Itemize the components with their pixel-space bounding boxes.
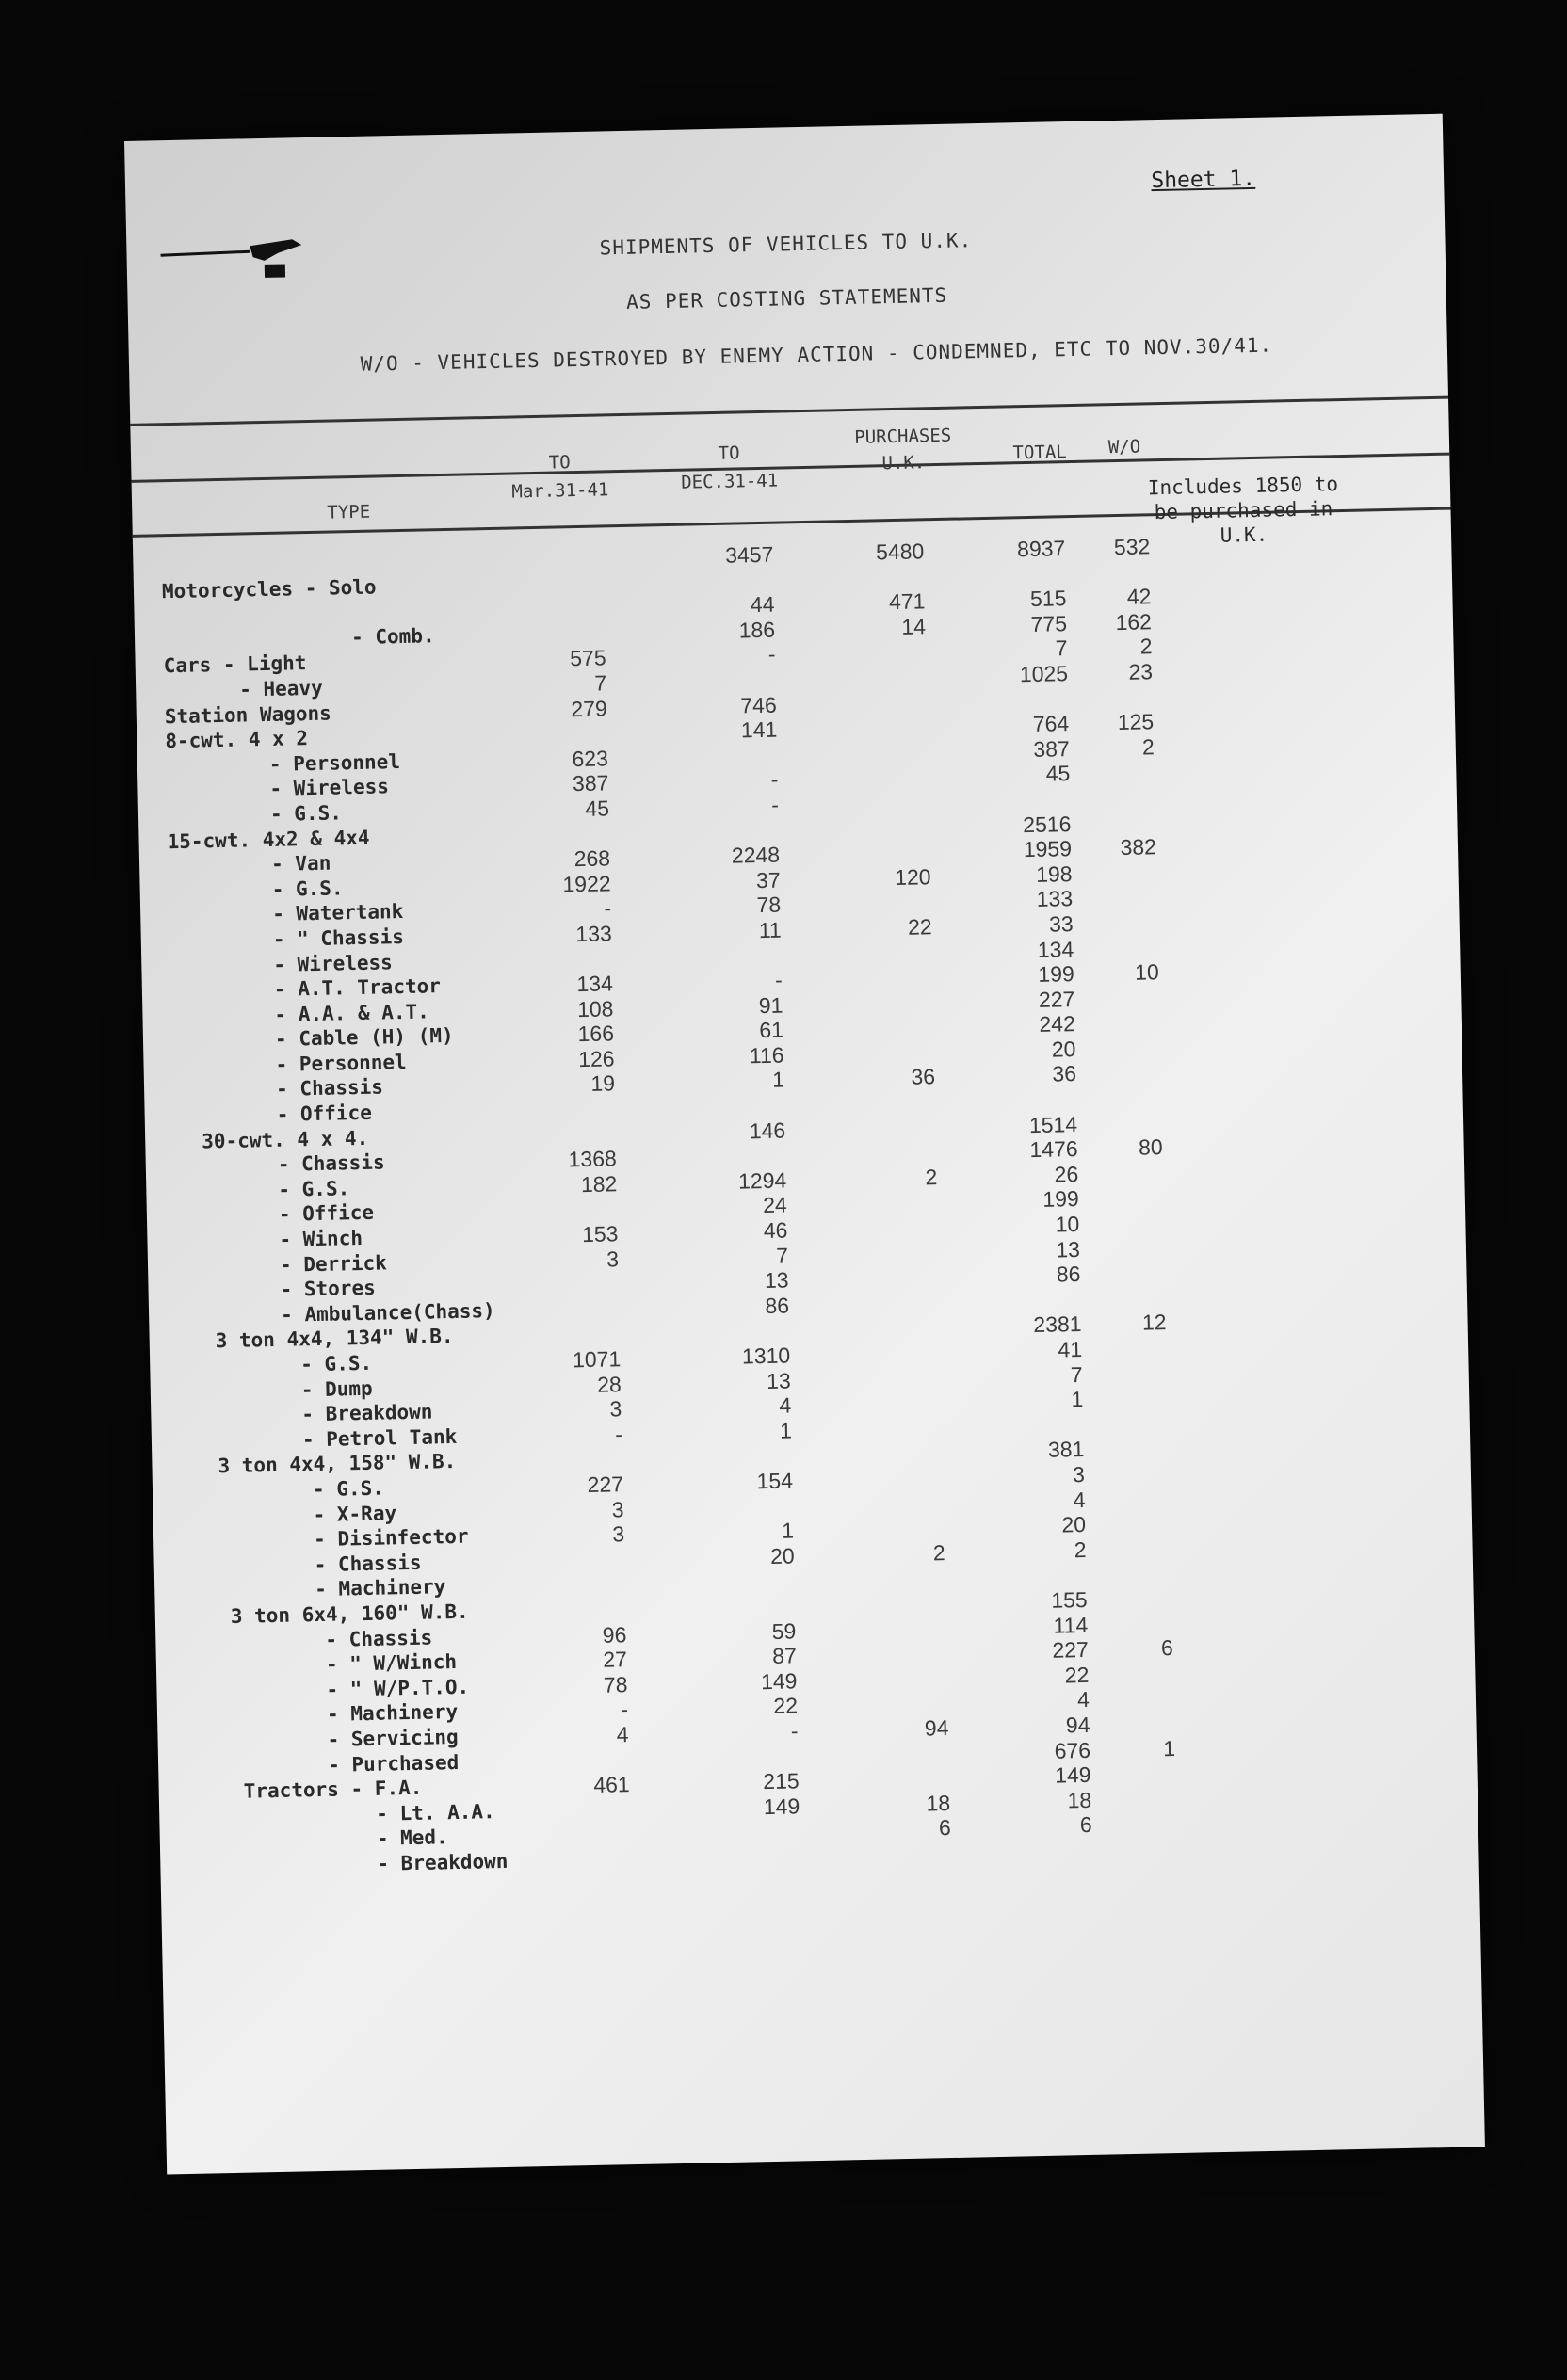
row-label: - Heavy	[238, 676, 323, 701]
title-line-1: SHIPMENTS OF VEHICLES TO U.K.	[599, 229, 973, 260]
col-purchases: U.K.	[881, 452, 926, 474]
row-label: - Lt. A.A.	[376, 1799, 495, 1825]
cell-c4: 20	[1061, 1512, 1087, 1537]
cell-c1: 4	[616, 1722, 629, 1747]
cell-c4: 10	[1055, 1212, 1080, 1237]
cell-c1: 108	[576, 996, 614, 1021]
cell-c1: 1071	[572, 1346, 622, 1373]
cell-c2: 149	[763, 1793, 800, 1819]
row-label: - Chassis	[325, 1626, 433, 1651]
row-label: 15-cwt. 4x2 & 4x4	[167, 826, 370, 853]
cell-c4: 33	[1048, 910, 1074, 937]
row-label: - Purchased	[327, 1750, 460, 1777]
row-label: - Chassis	[275, 1075, 384, 1102]
cell-c4: 41	[1058, 1336, 1083, 1362]
cell-c4: 134	[1037, 936, 1074, 962]
col-to-dec: DEC.31-41	[681, 470, 779, 493]
col-to-dec-top: TO	[718, 442, 740, 464]
cell-c2: 20	[769, 1543, 795, 1568]
cell-c1: -	[604, 895, 612, 921]
cell-c2: 37	[755, 867, 781, 892]
row-label: - Stores	[280, 1276, 376, 1302]
cell-c4: 13	[1056, 1236, 1081, 1262]
cell-c1: 3	[611, 1496, 624, 1522]
cell-c5: 2	[1141, 733, 1155, 760]
document-page	[124, 114, 1485, 2175]
row-label: - Dump	[300, 1376, 373, 1401]
cell-c4: 1514	[1028, 1111, 1078, 1137]
cell-c5: 80	[1138, 1134, 1163, 1160]
cell-c1: 575	[569, 645, 606, 671]
row-label: - Breakdown	[377, 1849, 509, 1875]
cell-c1: 153	[581, 1221, 619, 1247]
cell-c1: 166	[577, 1021, 615, 1047]
cell-c2: 149	[760, 1668, 798, 1694]
cell-c4: 6	[1079, 1812, 1092, 1838]
cell-c1: 96	[602, 1621, 627, 1648]
row-label: Motorcycles - Solo	[161, 575, 377, 603]
cell-c5: 2	[1139, 634, 1153, 659]
row-label: - Med.	[376, 1825, 448, 1851]
row-label: - Personnel	[268, 749, 401, 776]
row-label: - G.S.	[300, 1351, 373, 1376]
cell-c5: 382	[1120, 834, 1157, 860]
cell-c4: 2516	[1022, 811, 1072, 837]
row-label: - Comb.	[350, 623, 435, 649]
cell-c3: 2	[932, 1539, 945, 1566]
cell-c4: 199	[1042, 1186, 1080, 1213]
cell-c2: 215	[762, 1768, 800, 1794]
cell-c2: 1	[779, 1418, 793, 1443]
cell-c3: 2	[925, 1165, 938, 1190]
row-label: - Machinery	[315, 1575, 446, 1601]
cell-c2: 146	[749, 1118, 786, 1143]
cell-c4: 1025	[1019, 661, 1069, 687]
row-label: - Chassis	[277, 1150, 385, 1177]
cell-c2: 59	[771, 1617, 797, 1644]
cell-c1: 461	[593, 1772, 630, 1798]
cell-c4: 676	[1054, 1737, 1091, 1763]
cell-c1: 1368	[568, 1146, 618, 1172]
cell-c4: 2381	[1033, 1311, 1082, 1338]
cell-c5: 23	[1128, 659, 1154, 684]
cell-c3: 120	[894, 863, 931, 890]
row-label: - X-Ray	[313, 1501, 397, 1526]
row-label: - Breakdown	[301, 1400, 433, 1426]
row-label: 3 ton 6x4, 160" W.B.	[230, 1600, 469, 1628]
cell-c2: -	[790, 1718, 799, 1744]
cell-c1: 182	[580, 1171, 618, 1197]
row-label: - A.T. Tractor	[273, 974, 442, 1001]
row-label: - G.S.	[312, 1476, 385, 1502]
cell-c4: 2	[1074, 1536, 1087, 1562]
cell-c4: 45	[1045, 761, 1071, 786]
cell-c1: 45	[585, 796, 610, 821]
cell-c2: 746	[740, 692, 777, 717]
cell-c4: 387	[1033, 735, 1070, 762]
cell-c4: 775	[1030, 610, 1068, 636]
row-label: - Derrick	[279, 1251, 388, 1277]
cell-c2: 154	[756, 1468, 794, 1494]
row-label: - G.S.	[278, 1177, 350, 1201]
col-total: TOTAL	[1012, 442, 1067, 464]
col-purchases-top: PURCHASES	[854, 425, 952, 448]
cell-c1: -	[621, 1697, 629, 1722]
cell-c3: 6	[938, 1815, 951, 1841]
row-label: - Wireless	[273, 950, 394, 976]
cell-c1: 387	[572, 770, 609, 796]
cell-c1: 27	[603, 1647, 628, 1672]
cell-c2: 1	[771, 1068, 785, 1093]
cell-c4: 36	[1052, 1061, 1077, 1087]
cell-c1: 1922	[562, 871, 611, 897]
cell-c4: 1476	[1029, 1136, 1078, 1163]
cell-c4: 18	[1067, 1787, 1092, 1813]
row-label: Station Wagons	[164, 701, 332, 728]
row-label: - Machinery	[326, 1700, 459, 1727]
cell-c2: 116	[749, 1042, 784, 1069]
header-rule-top	[130, 396, 1448, 426]
cell-c3: 14	[901, 614, 927, 639]
cell-c4: 20	[1051, 1036, 1076, 1062]
row-label: - Wireless	[269, 775, 390, 801]
cell-c1: -	[614, 1422, 623, 1447]
row-label: - " Chassis	[272, 925, 405, 951]
cell-c1: 227	[587, 1471, 624, 1497]
cell-c1: 78	[603, 1671, 628, 1697]
row-label: Tractors - F.A.	[243, 1776, 423, 1803]
row-label: - G.S.	[271, 876, 344, 901]
cell-c4: 227	[1038, 986, 1075, 1012]
row-label: - Ambulance(Chass)	[280, 1298, 495, 1327]
row-label: - Van	[270, 851, 331, 876]
cell-c2: 1294	[737, 1167, 787, 1194]
row-label: 3 ton 4x4, 158" W.B.	[218, 1450, 457, 1478]
cell-c1: 28	[596, 1371, 622, 1397]
cell-c1: 134	[576, 971, 614, 997]
cell-c3: 18	[926, 1790, 951, 1816]
cell-c1: 623	[572, 746, 609, 771]
cell-c2: -	[767, 642, 776, 667]
cell-c2: 1310	[741, 1343, 791, 1369]
cell-c3: 36	[911, 1064, 936, 1090]
cell-c4: 1959	[1023, 836, 1073, 862]
col-to-mar-top: TO	[548, 452, 571, 474]
cell-c4: 7	[1055, 635, 1068, 661]
row-label: 3 ton 4x4, 134" W.B.	[215, 1325, 454, 1353]
cell-c4: 8937	[1016, 536, 1066, 562]
cell-c4: 114	[1053, 1612, 1089, 1638]
cell-c1: 3	[612, 1521, 625, 1547]
cell-c5: 6	[1160, 1635, 1174, 1661]
cell-c4: 515	[1029, 586, 1067, 612]
cell-c4: 242	[1039, 1011, 1076, 1037]
col-wo: W/O	[1107, 436, 1141, 458]
cell-c4: 4	[1076, 1687, 1090, 1713]
cell-c2: -	[770, 792, 780, 817]
cell-c2: 3457	[724, 541, 774, 568]
cell-c4: 764	[1032, 711, 1070, 737]
cell-c4: 22	[1064, 1662, 1090, 1688]
row-label: - " W/P.T.O.	[326, 1675, 470, 1701]
row-label: - Cable (H) (M)	[274, 1024, 454, 1052]
cell-c4: 381	[1047, 1437, 1085, 1463]
cell-c3: 471	[888, 588, 926, 615]
title-line-3: W/O - VEHICLES DESTROYED BY ENEMY ACTION - CONDEMNED, ETC TO NOV.30/41.	[360, 333, 1273, 376]
row-label: - Personnel	[275, 1050, 407, 1076]
row-label: - Watertank	[271, 900, 404, 926]
cell-c1: 19	[590, 1070, 616, 1097]
cell-c3: 5480	[875, 539, 925, 565]
row-label: - Winch	[279, 1226, 363, 1251]
cell-c4: 133	[1036, 886, 1074, 912]
title-line-2: AS PER COSTING STATEMENTS	[625, 283, 948, 314]
row-label: - Servicing	[327, 1725, 459, 1751]
cell-c5: 162	[1115, 609, 1153, 635]
cell-c1: 279	[571, 695, 607, 721]
cell-c2: 91	[758, 992, 784, 1018]
cell-c4: 3	[1072, 1461, 1086, 1488]
cell-c4: 227	[1052, 1637, 1090, 1663]
cell-c2: 4	[779, 1392, 792, 1418]
cell-c1	[519, 545, 604, 547]
cell-c2: 7	[775, 1243, 789, 1268]
cell-c2: 2248	[731, 842, 781, 868]
cell-c2: 13	[764, 1267, 789, 1294]
cell-c1: 268	[573, 845, 611, 872]
row-label: - Office	[278, 1201, 375, 1227]
cell-c5: 1	[1162, 1735, 1176, 1761]
cell-c2: 78	[756, 892, 782, 918]
cell-c1: 7	[594, 670, 607, 696]
cell-c1: 133	[575, 921, 613, 947]
vehicle-table	[133, 528, 1478, 1882]
cell-c5: 125	[1117, 709, 1155, 735]
cell-c3: 22	[907, 914, 932, 940]
col-to-mar: Mar.31-41	[511, 479, 609, 503]
cell-c4: 94	[1065, 1712, 1090, 1738]
cell-c5: 12	[1141, 1310, 1167, 1336]
row-label: - Office	[276, 1101, 373, 1126]
row-label: 30-cwt. 4 x 4.	[202, 1126, 369, 1153]
cell-c4: 149	[1054, 1761, 1091, 1788]
cell-c2: 24	[762, 1192, 788, 1218]
cell-c4: 198	[1035, 860, 1073, 887]
cell-c2: 11	[758, 917, 782, 942]
row-label: - A.A. & A.T.	[274, 1000, 430, 1026]
sheet-label: Sheet 1.	[1151, 166, 1256, 194]
cell-c5: 532	[1113, 534, 1151, 560]
row-label: 8-cwt. 4 x 2	[165, 727, 309, 753]
col-type: TYPE	[327, 501, 371, 523]
cell-c4: 26	[1054, 1161, 1079, 1187]
cell-c4: 4	[1073, 1487, 1086, 1512]
row-label: - Disinfector	[313, 1524, 469, 1552]
cell-c2: 44	[750, 591, 775, 618]
cell-c4: 7	[1070, 1361, 1083, 1387]
cell-c2: -	[770, 766, 779, 793]
cell-c2: 22	[773, 1693, 799, 1719]
cell-c2: 46	[763, 1217, 788, 1244]
cell-c1: 126	[577, 1046, 615, 1071]
cell-c2: -	[774, 967, 784, 992]
cell-c2: 186	[738, 617, 776, 643]
cell-c5: 42	[1126, 584, 1152, 609]
cell-c2: 61	[759, 1017, 784, 1043]
cell-c2: 13	[766, 1368, 791, 1393]
cell-c4: 86	[1056, 1262, 1081, 1287]
cell-c1: 3	[606, 1246, 620, 1272]
row-label: - Chassis	[314, 1551, 422, 1576]
cell-c1: 3	[609, 1396, 622, 1422]
row-label: Cars - Light	[163, 651, 307, 678]
cell-c4: 199	[1038, 961, 1075, 987]
purchase-note: Includes 1850 to be purchased in U.K.	[1147, 473, 1339, 547]
cell-c2: 87	[771, 1643, 798, 1669]
cell-c2: 141	[740, 716, 778, 743]
row-label: - " W/Winch	[325, 1650, 458, 1676]
cell-c3: 94	[924, 1714, 949, 1741]
row-label: - Petrol Tank	[301, 1424, 458, 1452]
cell-c5: 10	[1134, 959, 1159, 985]
cell-c4: 1	[1071, 1387, 1084, 1412]
cell-c4: 155	[1051, 1586, 1088, 1613]
row-label: - G.S.	[269, 801, 343, 826]
cell-c2: 86	[765, 1293, 790, 1318]
cell-c2: 1	[781, 1518, 795, 1543]
